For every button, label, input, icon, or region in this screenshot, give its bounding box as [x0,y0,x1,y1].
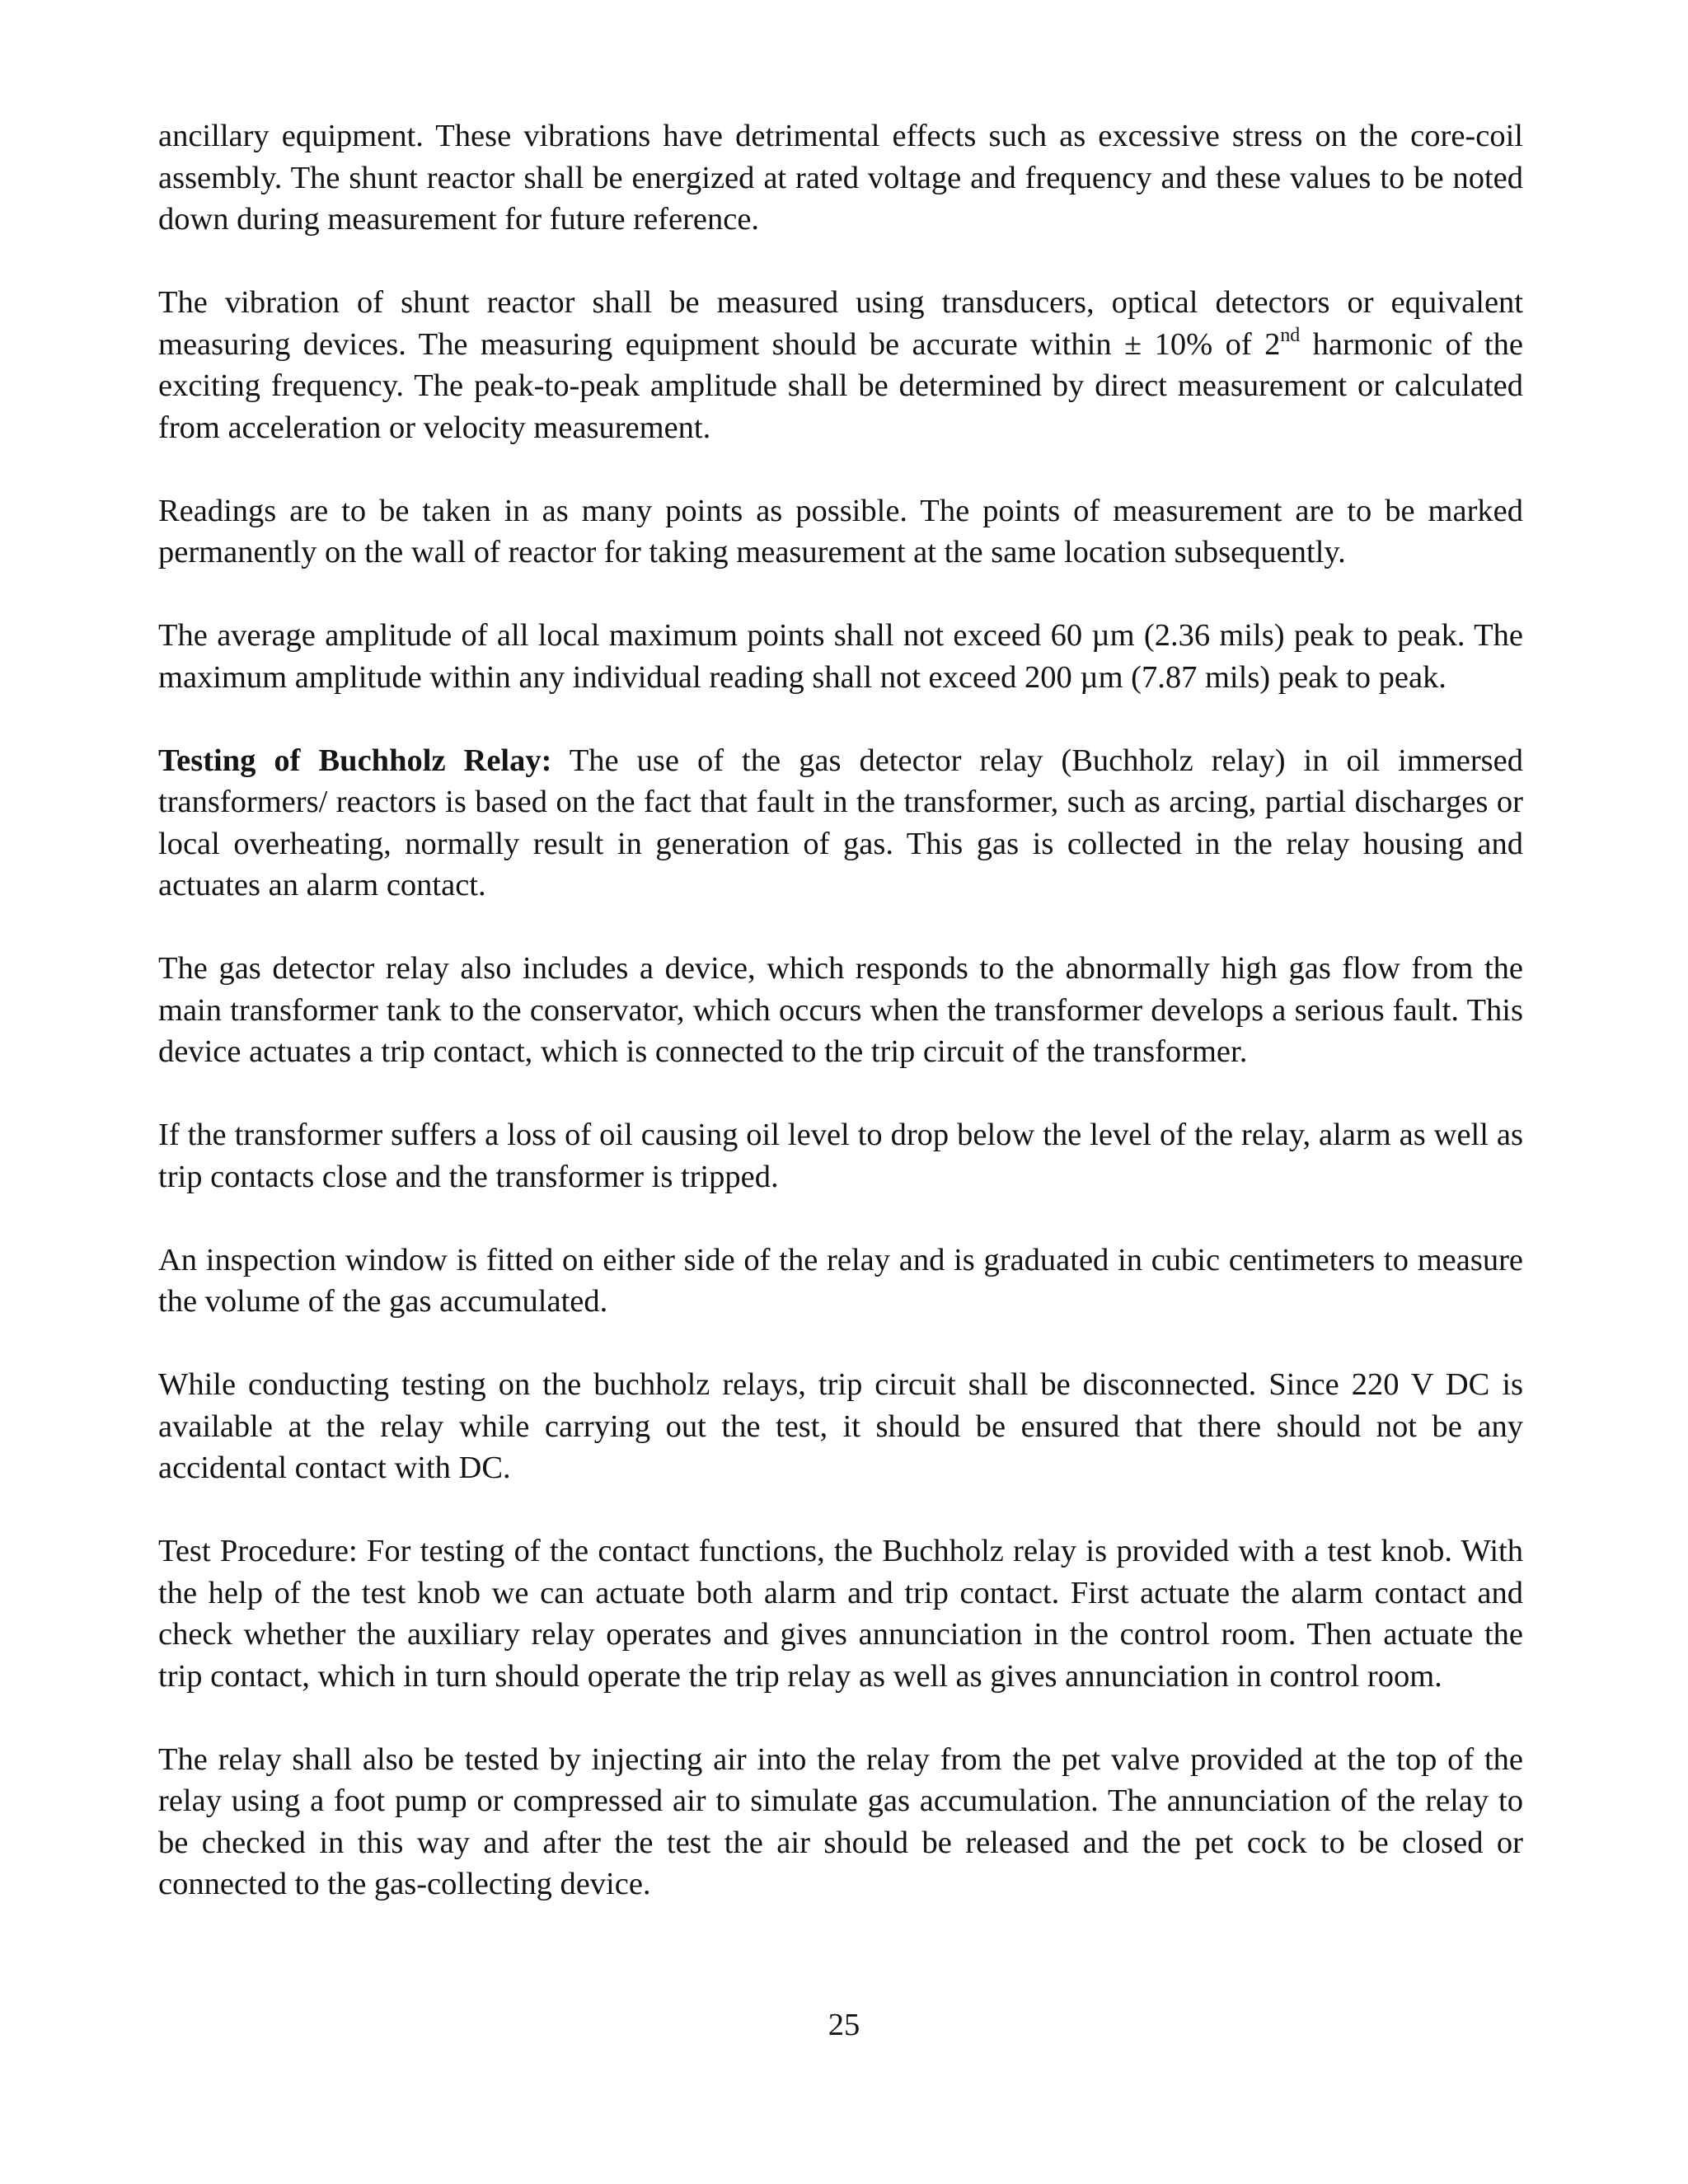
paragraph-trip-circuit-safety: While conducting testing on the buchholz relays, trip circuit shall be disconnected. Since 220 V DC is available at the relay while carrying out the test, it should be ensured that there should not be any accidental contact with DC. [158,1367,1523,1485]
paragraph-text: The use of the gas detector relay (Buchholz relay) in oil immersed transformers/ reactors is based on the fact that fault in the transformer, such as arcing, partial discharges or local overheating, normally result in generation of gas. This gas is collected in the relay housing and actuates an alarm contact. [158,743,1523,902]
ordinal-superscript: nd [1280,325,1301,347]
paragraph-text: harmonic of the exciting frequency. The peak-to-peak amplitude shall be determined by direct measurement or calculated from acceleration or velocity measurement. [158,326,1523,445]
section-heading: Testing of Buchholz Relay: [158,743,552,778]
paragraph-test-procedure: Test Procedure: For testing of the contact functions, the Buchholz relay is provided with a test knob. With the help of the test knob we can actuate both alarm and trip contact. First actuate the alarm contact and check whether the auxiliary relay operates and gives annunciation in the control room. Then actuate the trip contact, which in turn should operate the trip relay as well as gives annunciation in control room. [158,1534,1523,1694]
paragraph-inspection-window: An inspection window is fitted on either side of the relay and is graduated in cubic centimeters to measure the volume of the gas accumulated. [158,1242,1523,1319]
document-page [158,115,1523,1905]
page-number: 25 [828,2008,860,2042]
paragraph-amplitude-limits: The average amplitude of all local maximum points shall not exceed 60 µm (2.36 mils) peak to peak. The maximum amplitude within any individual reading shall not exceed 200 µm (7.87 mils) peak to peak. [158,618,1523,695]
paragraph-gas-flow-device: The gas detector relay also includes a device, which responds to the abnormally high gas flow from the main transformer tank to the conservator, which occurs when the transformer develops a serious fault. This device actuates a trip contact, which is connected to the trip circuit of the transformer. [158,951,1523,1069]
paragraph-measurement-points: Readings are to be taken in as many points as possible. The points of measurement are to be marked permanently on the wall of reactor for taking measurement at the same location subsequently. [158,493,1523,569]
paragraph-vibration-measurement [158,282,1523,448]
paragraph-text: The vibration of shunt reactor shall be measured using transducers, optical detectors or equivalent measuring devices. The measuring equipment should be accurate within ± 10% of 2 [158,285,1523,362]
paragraph-buchholz-relay [158,740,1523,907]
paragraph-air-injection-test: The relay shall also be tested by injecting air into the relay from the pet valve provided at the top of the relay using a foot pump or compressed air to simulate gas accumulation. The annunciation of the relay to be checked in this way and after the test the air should be released and the pet cock to be closed or connected to the gas-collecting device. [158,1741,1523,1901]
paragraph-oil-loss: If the transformer suffers a loss of oil causing oil level to drop below the level of the relay, alarm as well as trip contacts close and the transformer is tripped. [158,1118,1523,1194]
paragraph-vibration-effects: ancillary equipment. These vibrations have detrimental effects such as excessive stress on the core-coil assembly. The shunt reactor shall be energized at rated voltage and frequency and these values to be noted down during measurement for future reference. [158,119,1523,237]
